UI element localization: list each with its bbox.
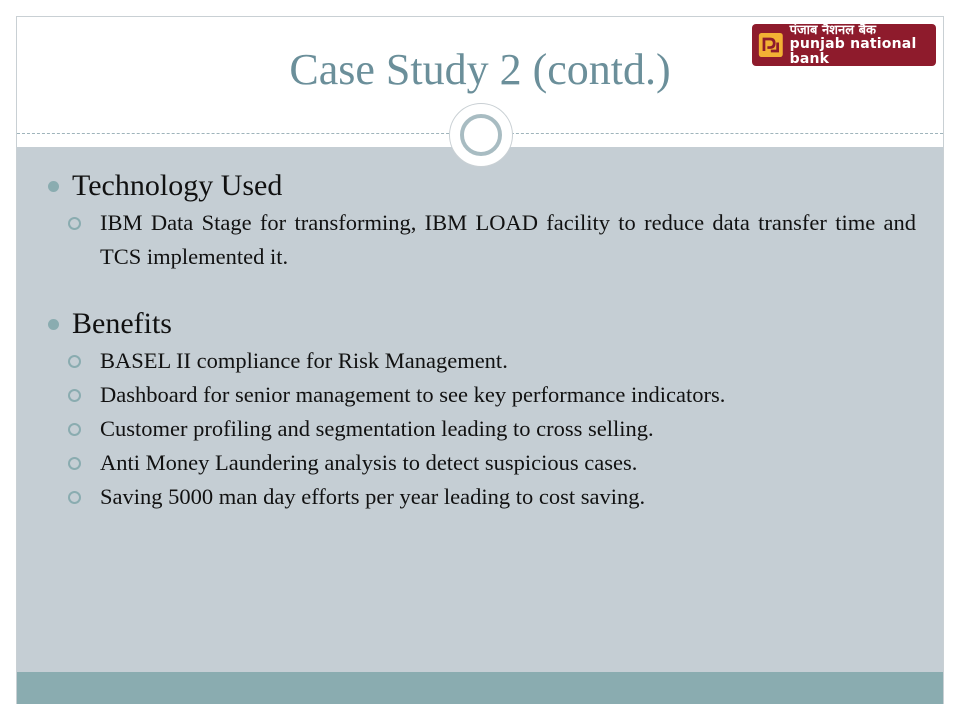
section-heading-text: Benefits xyxy=(72,307,172,340)
circle-ornament-icon xyxy=(450,104,512,166)
slide-title: Case Study 2 (contd.) xyxy=(289,45,671,94)
bullet-list xyxy=(48,166,916,514)
section-heading-text: Technology Used xyxy=(72,169,283,202)
bullet-ring-icon xyxy=(68,423,81,436)
bank-logo xyxy=(752,24,936,66)
circle-ornament-inner xyxy=(460,114,502,156)
list-item xyxy=(48,446,916,480)
bullet-ring-icon xyxy=(68,389,81,402)
pnb-logo-icon xyxy=(758,30,784,60)
bullet-ring-icon xyxy=(68,457,81,470)
bullet-dot-icon xyxy=(48,181,59,192)
list-item xyxy=(48,378,916,412)
logo-english-text: punjab national bank xyxy=(789,36,917,67)
bullet-dot-icon xyxy=(48,319,59,330)
list-item-text: Dashboard for senior management to see key performance indicators. xyxy=(100,382,726,407)
list-item-text: Saving 5000 man day efforts per year leading to cost saving. xyxy=(100,484,646,509)
bullet-ring-icon xyxy=(68,355,81,368)
bullet-ring-icon xyxy=(68,491,81,504)
list-item xyxy=(48,206,916,274)
section-heading-technology xyxy=(48,166,916,206)
footer-band xyxy=(17,672,943,704)
list-item-text: IBM Data Stage for transforming, IBM LOAD facility to reduce data transfer time and TCS implemented it. xyxy=(100,210,916,269)
logo-hindi-text: पंजाब नैशनल बैंक xyxy=(789,22,876,38)
bullet-ring-icon xyxy=(68,217,81,230)
list-item xyxy=(48,480,916,514)
list-item-text: BASEL II compliance for Risk Management. xyxy=(100,348,508,373)
list-item-text: Customer profiling and segmentation leading to cross selling. xyxy=(100,416,654,441)
section-spacer xyxy=(48,274,916,304)
logo-wordmark xyxy=(790,24,936,67)
list-item xyxy=(48,344,916,378)
list-item-text: Anti Money Laundering analysis to detect suspicious cases. xyxy=(100,450,638,475)
list-item xyxy=(48,412,916,446)
section-heading-benefits xyxy=(48,304,916,344)
